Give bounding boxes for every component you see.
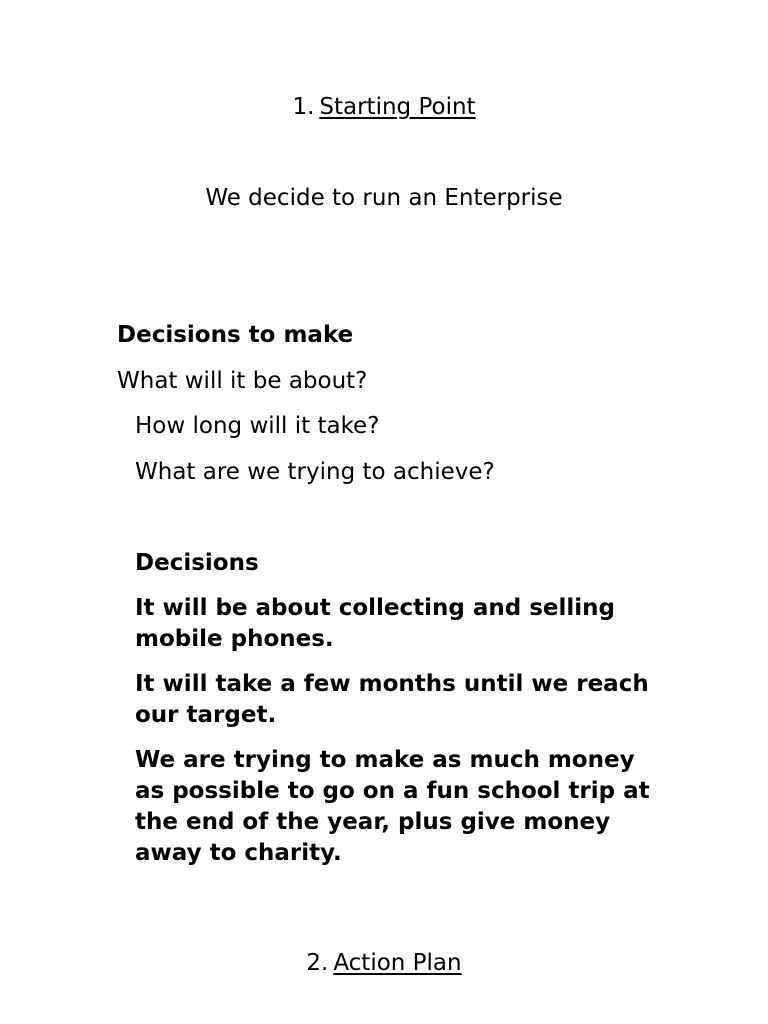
intro-statement: We decide to run an Enterprise [205,185,563,211]
question-item: How long will it take? [135,413,380,439]
decision-answer: It will be about collecting and selling mobile phones. [135,595,616,652]
decision-answer: We are trying to make as much money as possible to go on a fun school trip at the end of the year, plus give money away to charity. [135,747,650,866]
question-item: What will it be about? [117,368,368,394]
section-2-heading [0,948,768,978]
section-2-title: Action Plan [333,950,462,976]
section-1-title: Starting Point [319,94,476,120]
decisions-to-make-heading: Decisions to make [117,322,354,348]
decision-answer: It will take a few months until we reach our target. [135,671,649,728]
section-2-number: 2. [306,950,329,976]
section-1-heading [0,92,768,122]
decisions-heading: Decisions [135,550,259,576]
section-1-number: 1. [292,94,315,120]
question-item: What are we trying to achieve? [135,459,495,485]
